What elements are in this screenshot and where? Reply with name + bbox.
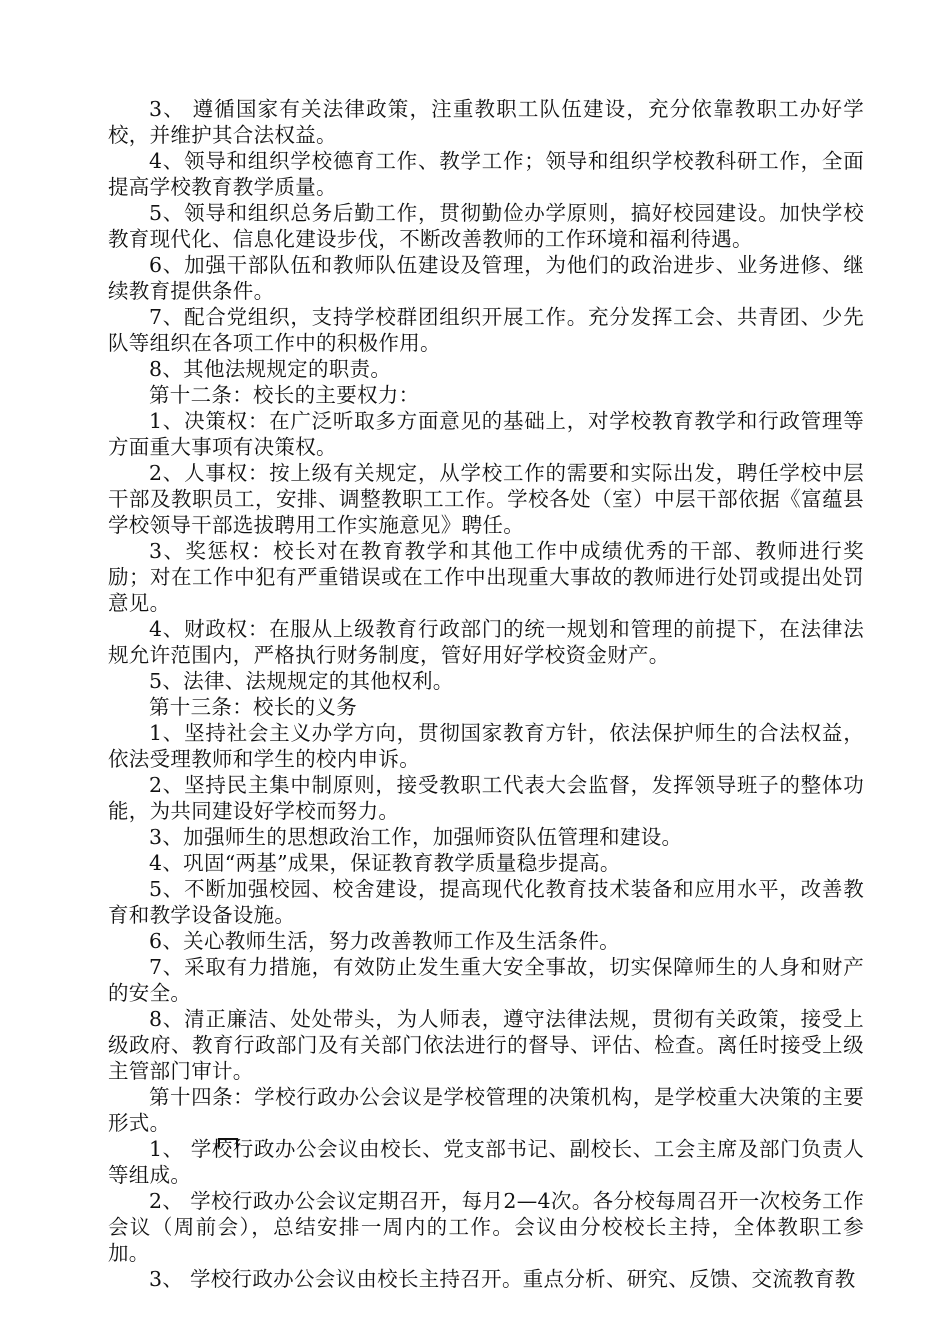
- section-heading: 第十二条：校长的主要权力：: [149, 383, 420, 407]
- paragraph: 3、加强师生的思想政治工作，加强师资队伍管理和建设。: [149, 825, 683, 849]
- paragraph: 6、加强干部队伍和教师队伍建设及管理，为他们的政治进步、业务进修、继续教育提供条件。: [108, 253, 864, 303]
- paragraph: 6、关心教师生活，努力改善教师工作及生活条件。: [149, 929, 620, 953]
- paragraph: 1、决策权：在广泛听取多方面意见的基础上，对学校教育教学和行政管理等方面重大事项有决策权。: [108, 409, 864, 459]
- section-heading: 第十三条：校长的义务: [149, 695, 357, 719]
- section-heading: 第十四条：学校行政办公会议是学校管理的决策机构，是学校重大决策的主要形式。: [108, 1085, 864, 1135]
- paragraph: 3、 遵循国家有关法律政策，注重教职工队伍建设，充分依靠教职工办好学校，并维护其合法权益。: [108, 97, 864, 147]
- paragraph: 7、配合党组织，支持学校群团组织开展工作。充分发挥工会、共青团、少先队等组织在各项工作中的积极作用。: [108, 305, 864, 355]
- paragraph: 4、财政权：在服从上级教育行政部门的统一规划和管理的前提下，在法律法规允许范围内，严格执行财务制度，管好用好学校资金财产。: [108, 617, 864, 667]
- paragraph: 1、 学校行政办公会议由校长、党支部书记、副校长、工会主席及部门负责人等组成。: [108, 1137, 864, 1187]
- paragraph: 8、清正廉洁、处处带头，为人师表，遵守法律法规，贯彻有关政策，接受上级政府、教育行政部门及有关部门依法进行的督导、评估、检查。离任时接受上级主管部门审计。: [108, 1007, 864, 1083]
- text-cursor-mark: [218, 1138, 238, 1147]
- document-body: [108, 96, 864, 1292]
- paragraph: 7、采取有力措施，有效防止发生重大安全事故，切实保障师生的人身和财产的安全。: [108, 955, 864, 1005]
- paragraph: 5、不断加强校园、校舍建设，提高现代化教育技术装备和应用水平，改善教育和教学设备设施。: [108, 877, 864, 927]
- paragraph: 2、人事权：按上级有关规定，从学校工作的需要和实际出发，聘任学校中层干部及教职员工，安排、调整教职工工作。学校各处（室）中层干部依据《富蕴县学校领导干部选拔聘用工作实施意见》聘任。: [108, 461, 864, 537]
- paragraph: 2、坚持民主集中制原则，接受教职工代表大会监督，发挥领导班子的整体功能，为共同建设好学校而努力。: [108, 773, 864, 823]
- paragraph: 5、领导和组织总务后勤工作，贯彻勤俭办学原则，搞好校园建设。加快学校教育现代化、信息化建设步伐，不断改善教师的工作环境和福利待遇。: [108, 201, 864, 251]
- paragraph: 2、 学校行政办公会议定期召开，每月2—4次。各分校每周召开一次校务工作会议（周前会），总结安排一周内的工作。会议由分校校长主持，全体教职工参加。: [108, 1189, 864, 1265]
- paragraph: 4、领导和组织学校德育工作、教学工作；领导和组织学校教科研工作，全面提高学校教育教学质量。: [108, 149, 864, 199]
- paragraph: 5、法律、法规规定的其他权利。: [149, 669, 454, 693]
- paragraph: 8、其他法规规定的职责。: [149, 357, 392, 381]
- paragraph: 3、奖惩权：校长对在教育教学和其他工作中成绩优秀的干部、教师进行奖励；对在工作中犯有严重错误或在工作中出现重大事故的教师进行处罚或提出处罚意见。: [108, 539, 864, 615]
- paragraph: 1、坚持社会主义办学方向，贯彻国家教育方针，依法保护师生的合法权益，依法受理教师和学生的校内申诉。: [108, 721, 864, 771]
- paragraph: 3、 学校行政办公会议由校长主持召开。重点分析、研究、反馈、交流教育教: [149, 1267, 856, 1291]
- paragraph: 4、巩固“两基”成果，保证教育教学质量稳步提高。: [149, 851, 621, 875]
